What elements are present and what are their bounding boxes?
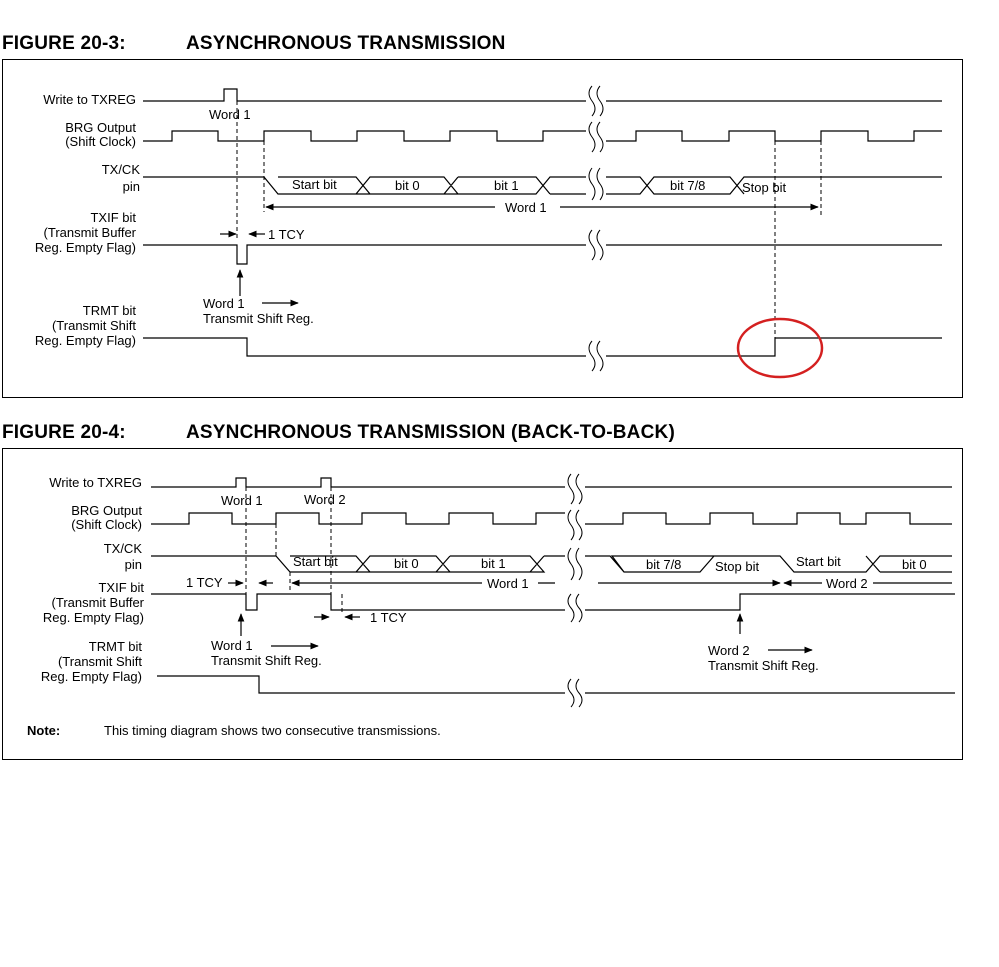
label-txif-desc1: (Transmit Buffer (51, 595, 144, 610)
annotation-word2: Word 2 (304, 492, 346, 507)
annotation-stop-bit: Stop bit (715, 559, 760, 574)
label-txif-bit: TXIF bit (98, 580, 144, 595)
annotation-start-bit: Start bit (293, 554, 338, 569)
label-brg-output: BRG Output (71, 503, 142, 518)
figure-20-3-title: ASYNCHRONOUS TRANSMISSION (186, 33, 506, 54)
annotation-word1-span: Word 1 (487, 576, 529, 591)
label-tx-pin: pin (124, 557, 142, 572)
label-brg-output: BRG Output (65, 120, 136, 135)
label-trmt-desc1: (Transmit Shift (51, 318, 136, 333)
label-brg-shift-clock: (Shift Clock) (65, 134, 136, 149)
waveform-brg-clock (151, 513, 952, 524)
waveform-trmt (157, 676, 955, 693)
annotation-tsr1: Transmit Shift Reg. (211, 653, 322, 668)
annotation-word2-tsr: Word 2 (708, 643, 750, 658)
annotation-tcy-a: 1 TCY (186, 575, 223, 590)
annotation-word2-span: Word 2 (826, 576, 868, 591)
annotation-tcy: 1 TCY (268, 227, 305, 242)
label-txif-desc2: Reg. Empty Flag) (42, 610, 144, 625)
annotation-bit78: bit 7/8 (670, 178, 706, 193)
annotation-tsr2: Transmit Shift Reg. (708, 658, 819, 673)
annotation-bit1: bit 1 (494, 178, 519, 193)
break-symbol-column (565, 474, 585, 707)
annotation-tcy-b: 1 TCY (370, 610, 407, 625)
label-txif-bit: TXIF bit (90, 210, 136, 225)
annotation-word1-span: Word 1 (505, 200, 547, 215)
annotation-stop-bit: Stop bit (742, 180, 787, 195)
note-text: This timing diagram shows two consecutive transmissions. (104, 723, 441, 738)
label-tx-ck: TX/CK (103, 541, 142, 556)
annotation-bit1: bit 1 (481, 556, 506, 571)
waveform-txif (151, 594, 955, 610)
figure-20-4-title: ASYNCHRONOUS TRANSMISSION (BACK-TO-BACK) (186, 422, 675, 443)
annotation-start-bit: Start bit (292, 177, 337, 192)
label-trmt-desc2: Reg. Empty Flag) (34, 333, 136, 348)
label-tx-ck: TX/CK (101, 162, 140, 177)
label-write-to-txreg: Write to TXREG (43, 92, 136, 107)
label-trmt-bit: TRMT bit (88, 639, 142, 654)
annotation-word1: Word 1 (209, 107, 251, 122)
figure-20-3-number: FIGURE 20-3: (2, 33, 126, 54)
annotation-word1-tsr: Word 1 (211, 638, 253, 653)
label-trmt-desc1: (Transmit Shift (57, 654, 142, 669)
note-label: Note: (27, 723, 61, 738)
label-write-to-txreg: Write to TXREG (49, 475, 142, 490)
label-tx-pin: pin (122, 179, 140, 194)
label-txif-desc1: (Transmit Buffer (43, 225, 136, 240)
label-brg-shift-clock: (Shift Clock) (71, 517, 142, 532)
annotation-bit78: bit 7/8 (646, 557, 682, 572)
waveform-write-to-txreg (151, 478, 952, 487)
figure-20-4-number: FIGURE 20-4: (2, 422, 126, 443)
label-txif-desc2: Reg. Empty Flag) (34, 240, 136, 255)
label-trmt-desc2: Reg. Empty Flag) (40, 669, 142, 684)
annotation-word1: Word 1 (221, 493, 263, 508)
annotation-transmit-shift-reg: Transmit Shift Reg. (203, 311, 314, 326)
annotation-word1-tsr: Word 1 (203, 296, 245, 311)
annotation-bit0: bit 0 (394, 556, 419, 571)
label-trmt-bit: TRMT bit (82, 303, 136, 318)
annotation-bit0-2: bit 0 (902, 557, 927, 572)
annotation-start-bit-2: Start bit (796, 554, 841, 569)
annotation-bit0: bit 0 (395, 178, 420, 193)
